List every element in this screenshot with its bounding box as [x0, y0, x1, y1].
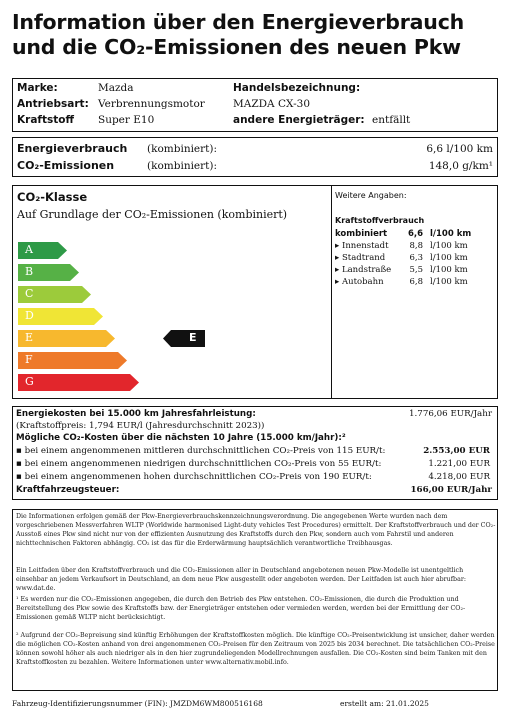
- current-class-letter: E: [189, 331, 197, 344]
- fuel-consumption-subtitle: Kraftstoffverbrauch: [335, 216, 425, 225]
- co2-class-box: [12, 185, 498, 399]
- brand-label: Marke:: [17, 82, 58, 94]
- co2-class-letter: C: [25, 287, 34, 300]
- co2-emissions-row: [17, 158, 493, 174]
- consumption-row-rural: ▸ Landstraße 5,5 l/100 km: [335, 265, 468, 275]
- vehicle-tax-row: [16, 484, 494, 496]
- consumption-row-city: ▸ Innenstadt 8,8 l/100 km: [335, 241, 468, 251]
- trade-name-label: Handelsbezeichnung:: [233, 82, 361, 94]
- further-info-title: Weitere Angaben:: [335, 191, 407, 200]
- drive-type-value: Verbrennungsmotor: [98, 98, 205, 110]
- co2-class-letter: B: [25, 265, 34, 278]
- consumption-box: [12, 137, 498, 177]
- co2-class-subtitle: Auf Grundlage der CO₂-Emissionen (kombiniert): [17, 208, 288, 221]
- title-line-2: und die CO₂-Emissionen des neuen Pkw: [12, 35, 461, 59]
- energy-costs-value: 1.776,06 EUR/Jahr: [409, 409, 492, 419]
- energy-costs-label: Energiekosten bei 15.000 km Jahresfahrleistung:: [16, 409, 256, 419]
- co2-class-letter: E: [25, 331, 34, 344]
- trade-name-value: MAZDA CX-30: [233, 98, 311, 110]
- vertical-divider: [331, 186, 332, 398]
- current-class-marker: [163, 330, 205, 347]
- co2-class-letter: G: [25, 375, 34, 388]
- co2-class-bar-e: [18, 330, 115, 347]
- other-energy-value: entfällt: [372, 114, 411, 126]
- drive-type-label: Antriebsart:: [17, 98, 89, 110]
- co2-class-bar-d: [18, 308, 103, 325]
- co2-emissions-label: CO₂-Emissionen: [17, 159, 115, 172]
- created-date-text: erstellt am: 21.01.2025: [340, 699, 429, 708]
- co2-class-letter: A: [25, 243, 33, 256]
- co2-emissions-qualifier: (kombiniert):: [147, 160, 218, 172]
- co2-class-bar-g: [18, 374, 139, 391]
- page-title: [12, 10, 498, 60]
- energy-costs-row: [16, 408, 494, 420]
- legal-info-box: [12, 509, 498, 691]
- co2-cost-scenario-low: ▪ bei einem angenommenen niedrigen durchschnittlichen CO₂-Preis von 55 EUR/t: 1.221,00 EUR: [16, 459, 490, 469]
- vehicle-tax-label: Kraftfahrzeugsteuer:: [16, 485, 120, 495]
- info-paragraph-1: Die Informationen erfolgen gemäß der Pkw-Energieverbrauchskennzeichnungsverordnung. Die angegebenen Werte wurden nach dem vorgeschriebenen Messverfahren WLTP (Worldwide harmonised Light-duty vehicles Test Procedures) ermittelt. Der Kraftstoffverbrauch und der CO₂-Ausstoß eines Pkw sind nicht nur von der effizienten Ausnutzung des Kraftstoffs durch den Pkw, sondern auch vom Fahrstil und anderen nichttechnischen Faktoren abhängig. CO₂ ist das für die Erderwärmung hauptsächlich verantwortliche Treibhausgas.: [16, 513, 496, 547]
- co2-class-letter: D: [25, 309, 34, 322]
- fuel-price-row: [16, 420, 494, 432]
- fuel-price-text: (Kraftstoffpreis: 1,794 EUR/l (Jahresdurchschnitt 2023)): [16, 421, 265, 431]
- consumption-row-highway: ▸ Autobahn 6,8 l/100 km: [335, 277, 468, 287]
- fuel-value: Super E10: [98, 114, 155, 126]
- title-line-1: Information über den Energieverbrauch: [12, 10, 465, 34]
- co2-class-arrow-icon: [18, 352, 127, 369]
- co2-class-bar-f: [18, 352, 127, 369]
- co2-class-bar-a: [18, 242, 67, 259]
- fuel-label: Kraftstoff: [17, 114, 74, 126]
- consumption-row-suburban: ▸ Stadtrand 6,3 l/100 km: [335, 253, 468, 263]
- energy-consumption-label: Energieverbrauch: [17, 142, 128, 155]
- brand-value: Mazda: [98, 82, 134, 94]
- info-paragraph-2: Ein Leitfaden über den Kraftstoffverbrauch und die CO₂-Emissionen aller in Deutschland angebotenen neuen Pkw-Modelle ist unentgeltlich einsehbar an jedem Verkaufsort in Deutschland, an dem neue Pkw ausgestellt oder angeboten werden. Der Leitfaden ist auch hier abrufbar: www.dat.de.: [16, 567, 466, 592]
- energy-consumption-value: 6,6 l/100 km: [426, 143, 493, 155]
- co2-cost-scenario-mid: ▪ bei einem angenommenen mittleren durchschnittlichen CO₂-Preis von 115 EUR/t: 2.553,00 EUR: [16, 446, 490, 456]
- co2-class-bar-b: [18, 264, 79, 281]
- marker-arrow-icon: [163, 330, 205, 347]
- co2-class-arrow-icon: [18, 374, 139, 391]
- vehicle-tax-value: 166,00 EUR/Jahr: [410, 485, 492, 495]
- co2-emissions-value: 148,0 g/km¹: [428, 160, 493, 172]
- info-paragraph-3: ¹ Es werden nur die CO₂-Emissionen angegeben, die durch den Betrieb des Pkw entstehen. CO₂-Emissionen, die durch die Produktion und Bereitstellung des Pkw sowie des Kraftstoffs bzw. der Energieträger entstehen oder vermieden werden, werden bei der Ermittlung der CO₂-Emissionen gemäß WLTP nicht berücksichtigt.: [16, 596, 466, 621]
- co2-cost-scenario-high: ▪ bei einem angenommenen hohen durchschnittlichen CO₂-Preis von 190 EUR/t: 4.218,00 EUR: [16, 472, 490, 482]
- energy-consumption-qualifier: (kombiniert):: [147, 143, 218, 155]
- co2-class-letter: F: [25, 353, 33, 366]
- co2-class-title: CO₂-Klasse: [17, 190, 88, 204]
- info-paragraph-4: ² Aufgrund der CO₂-Bepreisung sind künftig Erhöhungen der Kraftstoffkosten möglich. Die künftige CO₂-Preisentwicklung ist unsicher, daher werden die möglichen CO₂-Kosten anhand von drei angenommenen CO₂-Preisen für den Zeitraum von 2025 bis 2034 berechnet. Die tatsächlichen CO₂-Preise können sowohl höher als auch niedriger als in den hier zugrundeliegenden Modellrechnungen ausfallen. Die CO₂-Kosten sind beim Tanken mit den Kraftstoffkosten zu bezahlen. Weitere Informationen unter www.alternativ.mobil.info.: [16, 632, 495, 666]
- possible-co2-costs-row: [16, 432, 494, 444]
- vin-text: Fahrzeug-Identifizierungsnummer (FIN): JMZDM6WM800516168: [12, 699, 263, 708]
- possible-co2-costs-label: Mögliche CO₂-Kosten über die nächsten 10 Jahre (15.000 km/Jahr):²: [16, 433, 346, 443]
- costs-box: [12, 406, 498, 500]
- energy-consumption-row: [17, 141, 493, 157]
- consumption-row-combined: kombiniert 6,6 l/100 km: [335, 229, 472, 239]
- co2-class-bar-c: [18, 286, 91, 303]
- other-energy-label: andere Energieträger:: [233, 114, 365, 126]
- vehicle-info-box: [12, 78, 498, 132]
